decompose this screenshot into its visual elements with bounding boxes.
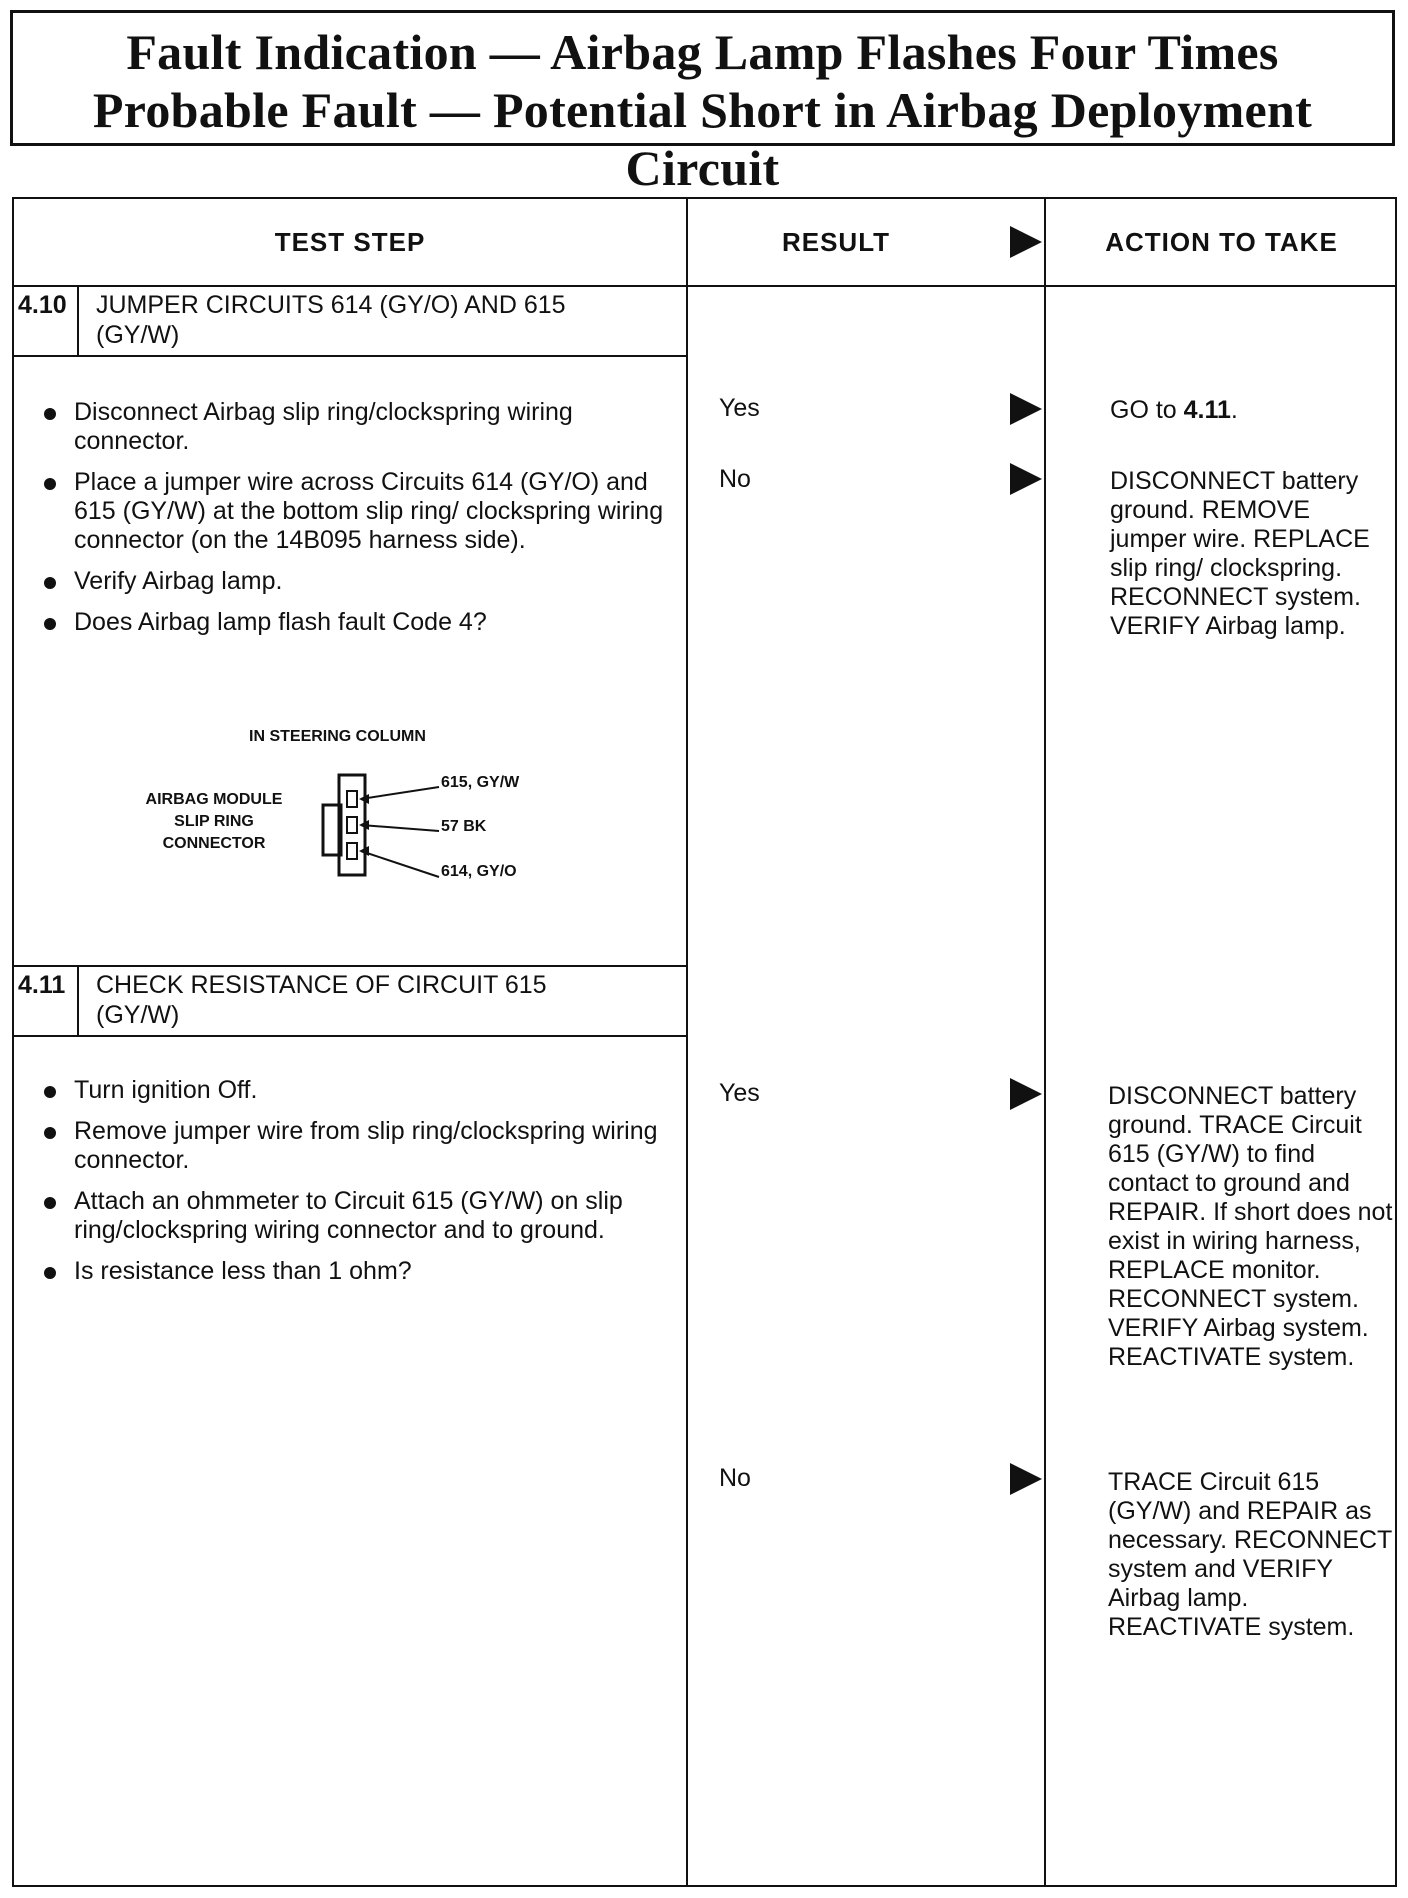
step-bullets bbox=[34, 1076, 674, 1298]
bullet-item: Attach an ohmmeter to Circuit 615 (GY/W) on slip ring/clockspring wiring connector and to ground. bbox=[34, 1187, 674, 1245]
title-fault-indication: Fault Indication — Airbag Lamp Flashes Four Times bbox=[126, 24, 1279, 80]
diagram-caption: IN STEERING COLUMN bbox=[249, 728, 426, 745]
step-number: 4.11 bbox=[18, 971, 66, 999]
pin-label-614: 614, GY/O bbox=[441, 863, 517, 880]
step-divider bbox=[14, 965, 686, 967]
step-title-divider bbox=[14, 1035, 686, 1037]
result-arrow-icon bbox=[1010, 1463, 1042, 1495]
step-number: 4.10 bbox=[18, 291, 67, 319]
bullet-item: Place a jumper wire across Circuits 614 (GY/O) and 615 (GY/W) at the bottom slip ring/ clockspring wiring connector (on the 14B095 harness side). bbox=[34, 468, 674, 555]
bullet-item: Is resistance less than 1 ohm? bbox=[34, 1257, 674, 1286]
header-arrow-icon bbox=[1010, 226, 1042, 258]
header-action: ACTION TO TAKE bbox=[1105, 226, 1338, 257]
action-text: DISCONNECT battery ground. TRACE Circuit 615 (GY/W) to find contact to ground and REPAIR. If short does not exist in wiring harness, REPLACE monitor. RECONNECT system. VERIFY Airbag system. REACTIVATE system. bbox=[1108, 1082, 1393, 1371]
result-no: No bbox=[719, 1464, 751, 1492]
step-title: CHECK RESISTANCE OF CIRCUIT 615 (GY/W) bbox=[96, 971, 547, 1029]
column-divider-2 bbox=[1044, 199, 1046, 1885]
step-title: JUMPER CIRCUITS 614 (GY/O) AND 615 (GY/W) bbox=[96, 291, 566, 349]
result-yes: Yes bbox=[719, 1079, 760, 1107]
action-text: TRACE Circuit 615 (GY/W) and REPAIR as necessary. RECONNECT system and VERIFY Airbag lamp. REACTIVATE system. bbox=[1108, 1468, 1392, 1641]
result-arrow-icon bbox=[1010, 463, 1042, 495]
result-arrow-icon bbox=[1010, 393, 1042, 425]
slip-ring-connector-diagram bbox=[319, 769, 449, 889]
header-result: RESULT bbox=[781, 226, 891, 257]
action-text: GO to 4.11. bbox=[1110, 396, 1238, 424]
pin-label-615: 615, GY/W bbox=[441, 774, 520, 791]
title-probable-fault: Probable Fault — Potential Short in Airbag Deployment Circuit bbox=[92, 82, 1313, 196]
connector-label: AIRBAG MODULE SLIP RING CONNECTOR bbox=[145, 791, 283, 852]
bullet-item: Does Airbag lamp flash fault Code 4? bbox=[34, 608, 674, 637]
bullet-item: Remove jumper wire from slip ring/clockspring wiring connector. bbox=[34, 1117, 674, 1175]
action-text: DISCONNECT battery ground. REMOVE jumper wire. REPLACE slip ring/ clockspring. RECONNECT system. VERIFY Airbag lamp. bbox=[1110, 467, 1370, 640]
bullet-item: Turn ignition Off. bbox=[34, 1076, 674, 1105]
diagnostic-table bbox=[12, 197, 1397, 1887]
step-bullets bbox=[34, 398, 674, 649]
header-divider bbox=[14, 285, 1395, 287]
title-box bbox=[10, 10, 1395, 196]
bullet-item: Verify Airbag lamp. bbox=[34, 567, 674, 596]
column-divider-1 bbox=[686, 199, 688, 1885]
pin-label-57: 57 BK bbox=[441, 818, 487, 835]
step-title-divider bbox=[14, 355, 686, 357]
result-arrow-icon bbox=[1010, 1078, 1042, 1110]
bullet-item: Disconnect Airbag slip ring/clockspring wiring connector. bbox=[34, 398, 674, 456]
header-test-step: TEST STEP bbox=[274, 226, 426, 257]
result-no: No bbox=[719, 465, 751, 493]
result-yes: Yes bbox=[719, 394, 760, 422]
